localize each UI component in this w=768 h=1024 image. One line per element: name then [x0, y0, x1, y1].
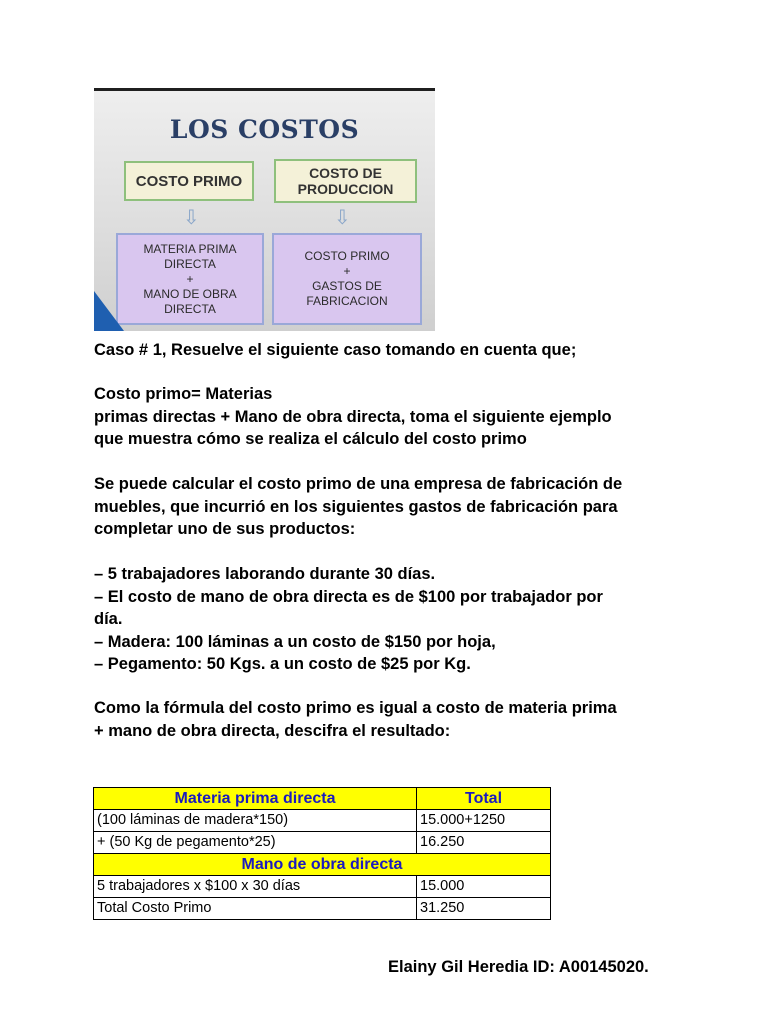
detail-line: DIRECTA	[164, 301, 216, 316]
figure-title: LOS COSTOS	[169, 115, 360, 144]
text-line: completar uno de sus productos:	[94, 520, 356, 538]
corner-accent	[94, 291, 124, 331]
text-line: Se puede calcular el costo primo de una empresa de fabricación de	[94, 475, 623, 493]
detail-line: +	[186, 271, 194, 286]
table-cell: + (50 Kg de pegamento*25)	[94, 832, 417, 854]
list-item: – Pegamento: 50 Kgs. a un costo de $25 por Kg.	[94, 655, 471, 673]
author-signature: Elainy Gil Heredia ID: A00145020.	[388, 958, 649, 976]
text-line: que muestra cómo se realiza el cálculo del costo primo	[94, 430, 527, 448]
costo-primo-detail-box	[116, 233, 264, 325]
example-intro	[94, 473, 684, 541]
detail-line: MANO DE OBRA	[143, 286, 237, 301]
expenses-list	[94, 563, 684, 676]
costo-produccion-box	[274, 159, 417, 203]
text-line: Caso # 1, Resuelve el siguiente caso tomando en cuenta que;	[94, 341, 577, 359]
costo-produccion-detail-box	[272, 233, 422, 325]
table-cell: 15.000+1250	[417, 810, 551, 832]
formula-paragraph	[94, 697, 684, 742]
list-item: día.	[94, 610, 123, 628]
cost-table	[93, 787, 551, 920]
header-mano-de-obra: Mano de obra directa	[94, 854, 551, 876]
table-header-row	[94, 788, 551, 810]
los-costos-figure	[94, 88, 435, 331]
detail-line: COSTO PRIMO	[304, 249, 390, 263]
table-cell: Total Costo Primo	[94, 898, 417, 920]
list-item: – Madera: 100 láminas a un costo de $150 por hoja,	[94, 632, 496, 651]
case-heading	[94, 339, 684, 362]
table-row	[94, 898, 551, 920]
text-line: Como la fórmula del costo primo es igual a costo de materia prima	[94, 699, 617, 717]
costo-produccion-line-1: COSTO DE	[309, 165, 382, 181]
table-cell: 16.250	[417, 832, 551, 854]
down-arrow-icon: ⇩	[334, 207, 351, 229]
text-line: + mano de obra directa, descifra el resultado:	[94, 721, 451, 740]
costo-primo-box	[124, 161, 254, 201]
detail-line: FABRICACION	[306, 294, 388, 308]
costo-primo-definition	[94, 383, 684, 451]
table-cell: 31.250	[417, 898, 551, 920]
header-materia-prima: Materia prima directa	[94, 788, 417, 810]
down-arrow-icon: ⇩	[183, 207, 200, 229]
table-cell: 15.000	[417, 876, 551, 898]
table-cell: (100 láminas de madera*150)	[94, 810, 417, 832]
table-section-row	[94, 854, 551, 876]
text-line: Costo primo= Materias	[94, 385, 273, 403]
table-row	[94, 832, 551, 854]
detail-line: DIRECTA	[164, 256, 216, 271]
detail-line: +	[343, 264, 351, 278]
costo-produccion-line-2: PRODUCCION	[297, 181, 394, 197]
header-total: Total	[417, 788, 551, 810]
costo-primo-label: COSTO PRIMO	[135, 172, 243, 190]
text-line: muebles, que incurrió en los siguientes gastos de fabricación para	[94, 497, 618, 516]
list-item: – 5 trabajadores laborando durante 30 días.	[94, 565, 436, 583]
list-item: – El costo de mano de obra directa es de $100 por trabajador por	[94, 587, 603, 606]
table-row	[94, 876, 551, 898]
text-line: primas directas + Mano de obra directa, toma el siguiente ejemplo	[94, 407, 612, 426]
detail-line: MATERIA PRIMA	[143, 241, 237, 256]
detail-line: GASTOS DE	[312, 279, 382, 293]
table-row	[94, 810, 551, 832]
table-cell: 5 trabajadores x $100 x 30 días	[94, 876, 417, 898]
